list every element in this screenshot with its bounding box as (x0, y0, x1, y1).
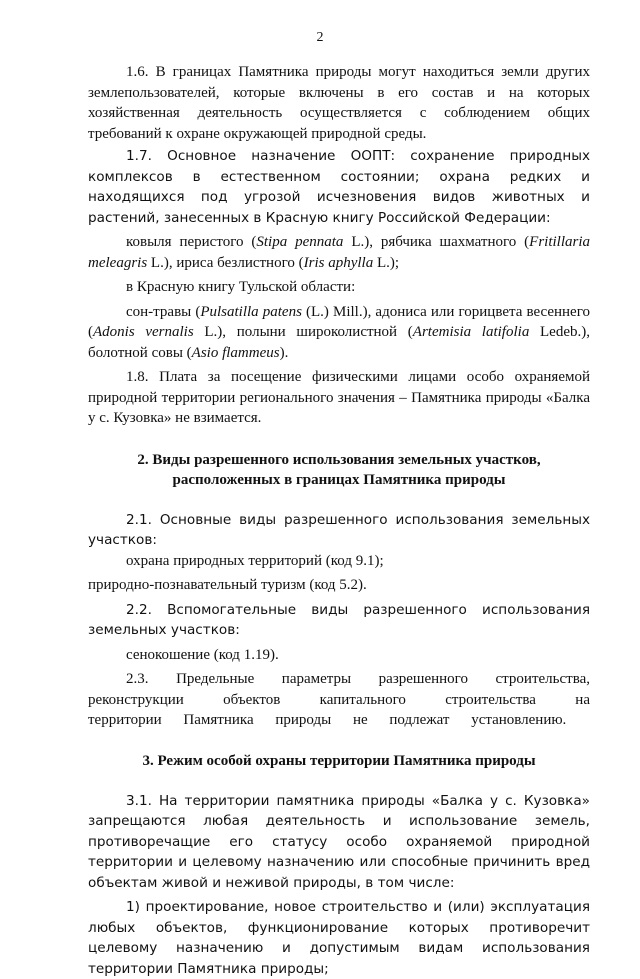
paragraph-2-3: 2.3. Предельные параметры разрешенного строительства, реконструкции объектов капитального строительства на территории Памятника природы не подлежат установлению. (88, 671, 590, 728)
paragraph-1-8: 1.8. Плата за посещение физическими лицами особо охраняемой природной территории регионального значения – Памятника природы «Балка у с. Кузовка» не взимается. (88, 369, 590, 426)
list-text: ). (279, 344, 289, 361)
list-text: ковыля перистого ( (126, 234, 257, 250)
red-book-tula-list (88, 302, 590, 364)
latin-name: Stipa pennata (256, 234, 344, 250)
paragraph-1-7: 1.7. Основное назначение ООПТ: сохранение природных комплексов в естественном состоянии; охрана редких и находящихся под угрозой исчезновения видов животных и растений, занесенных в Красную книгу Российской Федерации: (88, 148, 590, 226)
list-text: сон-травы ( (126, 303, 201, 320)
latin-name: Asio flammeus (191, 344, 280, 361)
tula-intro: в Красную книгу Тульской области: (126, 279, 356, 295)
paragraph-2-1: 2.1. Основные виды разрешенного использования земельных участков: (88, 511, 590, 548)
latin-name: Adonis vernalis (93, 324, 194, 340)
red-book-rf-list (88, 232, 590, 273)
document-body (88, 62, 590, 979)
latin-name: Iris aphylla (303, 254, 374, 271)
list-text: L.), полыни широколистной ( (193, 324, 413, 340)
paragraph-2-1-b: природно-познавательный туризм (код 5.2). (88, 577, 367, 593)
paragraph-2-2: 2.2. Вспомогательные виды разрешенного использования земельных участков: (88, 601, 590, 638)
paragraph-2-2-a: сенокошение (код 1.19). (126, 646, 279, 663)
paragraph-3-1-1: 1) проектирование, новое строительство и (или) эксплуатация любых объектов, функционирование которых противоречит целевому назначению и допустимым видам использования территории Памятника природы; (88, 899, 590, 977)
list-text: L.), ириса безлистного ( (147, 254, 304, 271)
paragraph-1-6: 1.6. В границах Памятника природы могут находиться земли других землепользователей, которые включены в его состав и на которых хозяйственная деятельность осуществляется с соблюдением общих требований к охране окружающей природной среды. (88, 64, 590, 142)
latin-name: Fritillaria meleagris (88, 234, 590, 271)
section-2-title (88, 450, 590, 490)
list-text: Ledeb.), болотной совы ( (88, 324, 590, 361)
section-2-title-line2: расположенных в границах Памятника природы (172, 471, 506, 488)
list-text: L.), рябчика шахматного ( (343, 234, 530, 250)
paragraph-3-1: 3.1. На территории памятника природы «Балка у с. Кузовка» запрещаются любая деятельность и использование земель, противоречащие его статусу особо охраняемой природной территории и целевому назначению или способные причинить вред объектам живой и неживой природы, в том числе: (88, 792, 590, 891)
paragraph-2-1-a: охрана природных территорий (код 9.1); (126, 552, 384, 569)
page-number: 2 (316, 30, 324, 45)
latin-name: Artemisia latifolia (412, 324, 530, 340)
list-text: (L.) Mill.), адониса или горицвета весеннего ( (88, 303, 590, 340)
latin-name: Pulsatilla patens (200, 303, 302, 320)
list-text: L.); (373, 254, 400, 271)
section-2-title-line1: 2. Виды разрешенного использования земельных участков, (137, 451, 541, 468)
section-3-title: 3. Режим особой охраны территории Памятника природы (142, 752, 536, 769)
